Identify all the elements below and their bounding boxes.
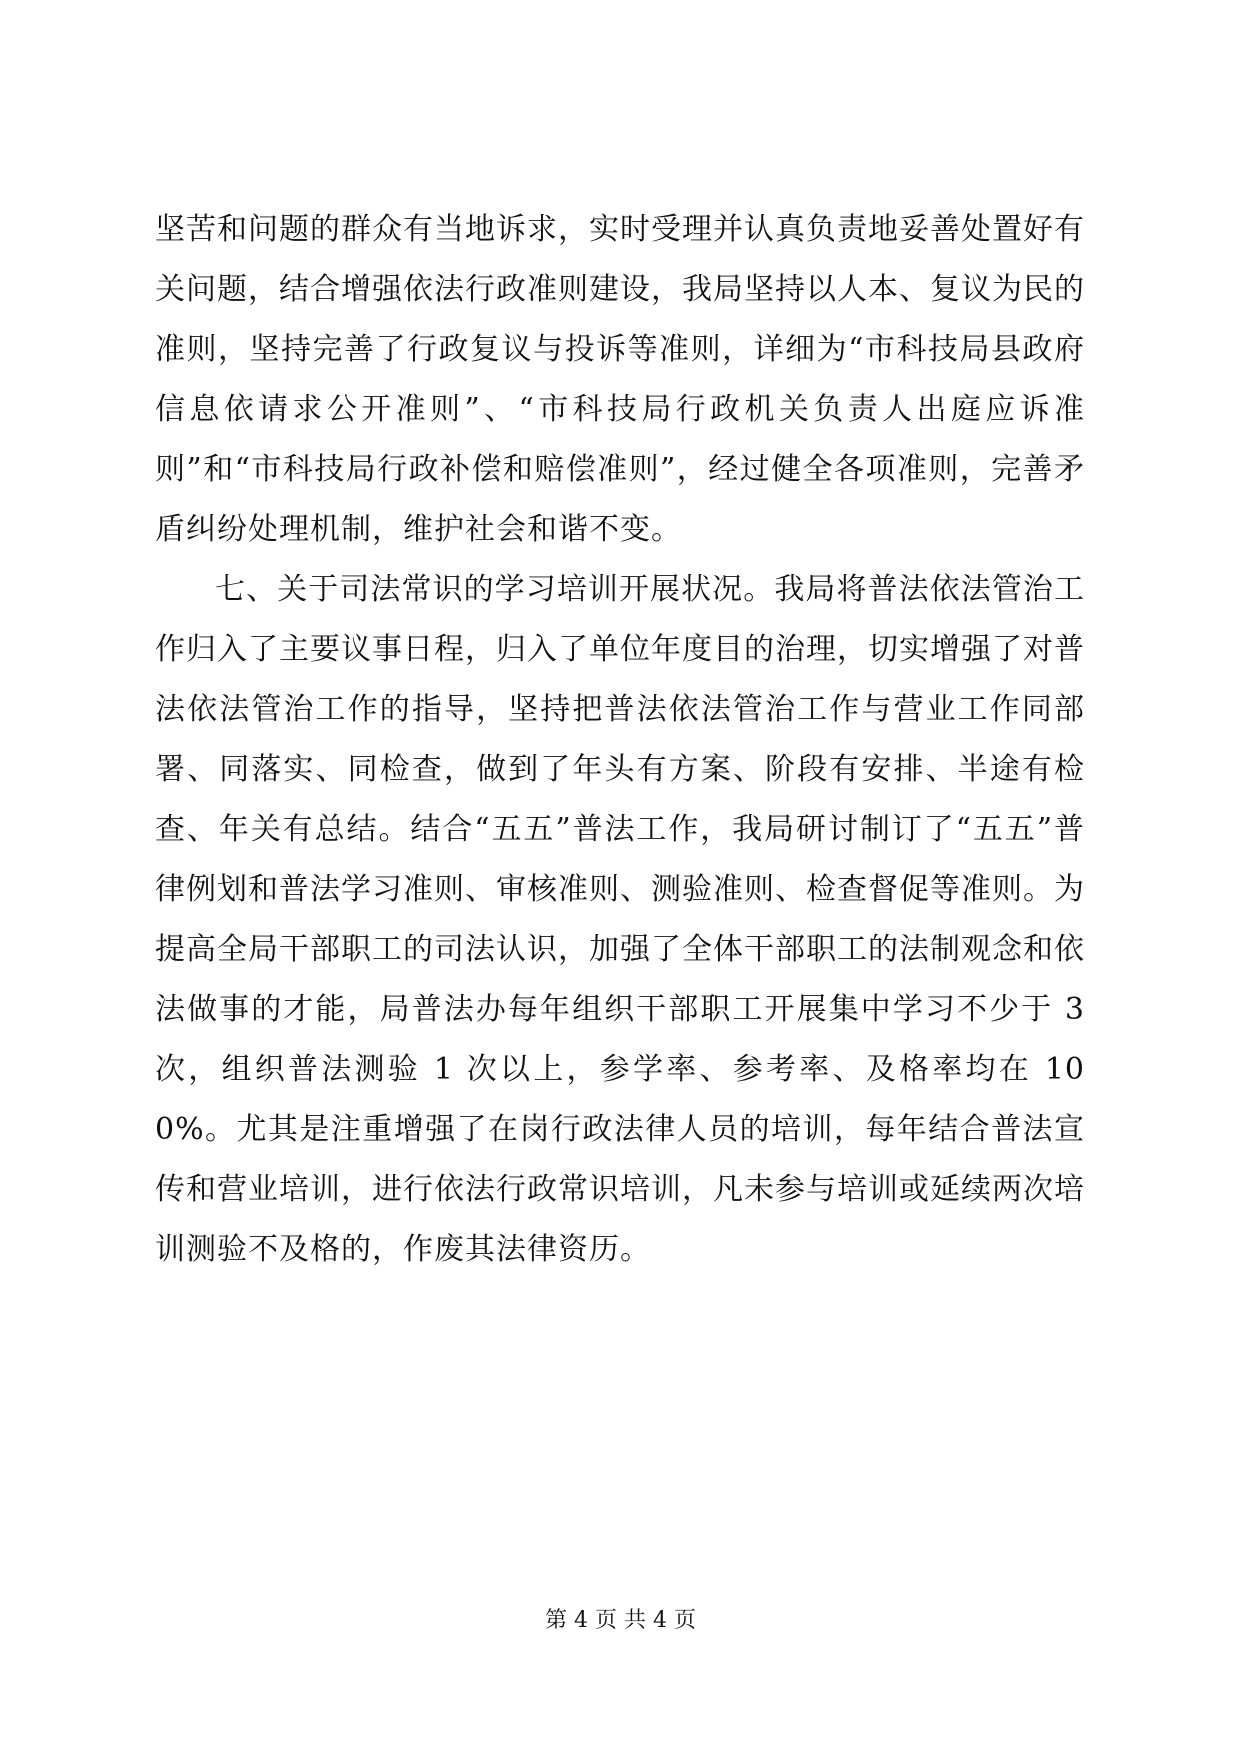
paragraph-section-seven: 七、关于司法常识的学习培训开展状况。我局将普法依法管治工作归入了主要议事日程，归入了单位年度目的治理，切实增强了对普法依法管治工作的指导，坚持把普法依法管治工作与营业工作同部署、同落实、同检查，做到了年头有方案、阶段有安排、半途有检查、年关有总结。结合“五五”普法工作，我局研讨制订了“五五”普律例划和普法学习准则、审核准则、测验准则、检查督促等准则。为提高全局干部职工的司法认识，加强了全体干部职工的法制观念和依法做事的才能，局普法办每年组织干部职工开展集中学习不少于 3 次，组织普法测验 1 次以上，参学率、参考率、及格率均在 100%。尤其是注重增强了在岗行政法律人员的培训，每年结合普法宣传和营业培训，进行依法行政常识培训，凡未参与培训或延续两次培训测验不及格的，作废其法律资历。 — [155, 572, 1085, 1267]
paragraph-continuation: 坚苦和问题的群众有当地诉求，实时受理并认真负责地妥善处置好有关问题，结合增强依法行政准则建设，我局坚持以人本、复议为民的准则，坚持完善了行政复议与投诉等准则，详细为“市科技局县政府信息依请求公开准则”、“市科技局行政机关负责人出庭应诉准则”和“市科技局行政补偿和赔偿准则”，经过健全各项准则，完善矛盾纠纷处理机制，维护社会和谐不变。 — [155, 212, 1085, 547]
page-number-footer: 第 4 页 共 4 页 — [545, 1608, 696, 1633]
document-body — [155, 200, 1085, 1280]
